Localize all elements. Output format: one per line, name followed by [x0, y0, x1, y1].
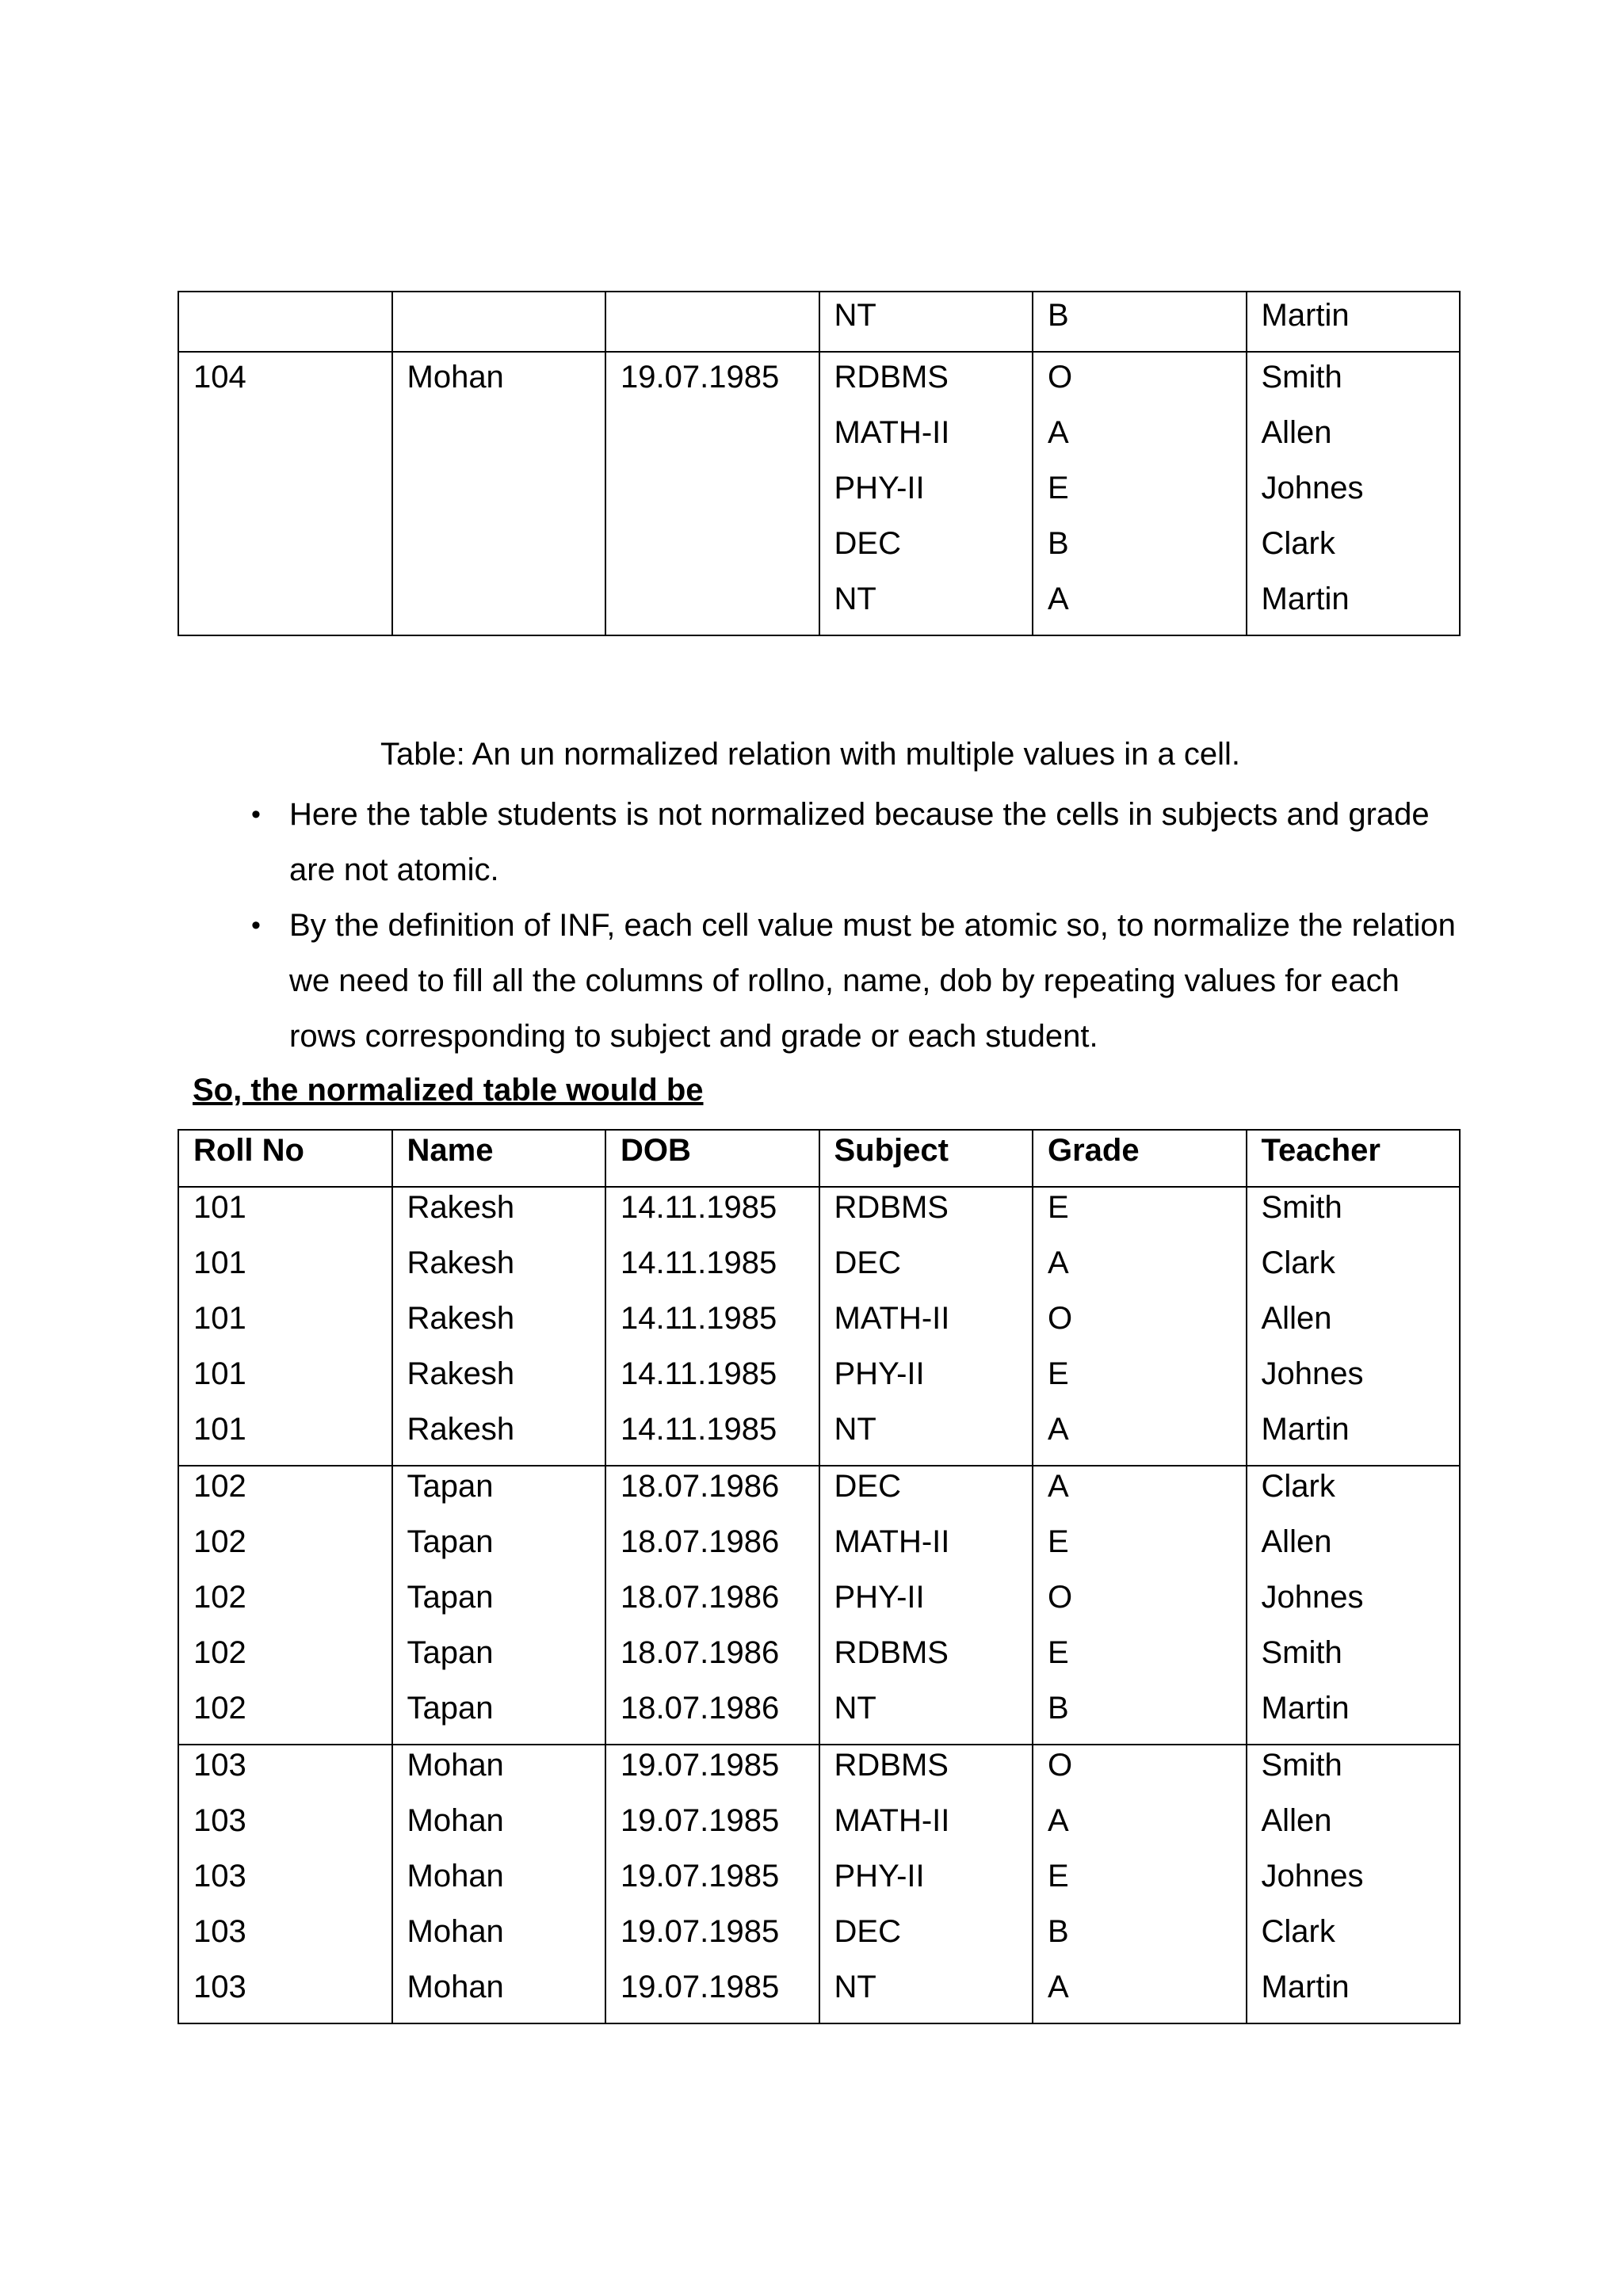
teacher-cell: Johnes — [1247, 1354, 1461, 1409]
roll-no-cell: 103 — [178, 1745, 392, 1801]
name-cell: Rakesh — [392, 1299, 606, 1354]
header-row — [178, 1130, 1460, 1187]
table-row — [178, 292, 1460, 352]
teachers-cell — [1247, 352, 1461, 635]
roll-no-cell: 102 — [178, 1577, 392, 1633]
header-grade: Grade — [1033, 1130, 1247, 1187]
header-name: Name — [392, 1130, 606, 1187]
teacher-cell: Martin — [1247, 1688, 1461, 1745]
table-row — [178, 1522, 1460, 1577]
dob-cell — [605, 352, 819, 635]
subject-value: DEC — [834, 526, 901, 561]
subjects-cell — [819, 352, 1033, 635]
roll-no-cell: 101 — [178, 1299, 392, 1354]
name-cell — [392, 292, 606, 352]
subject-value: MATH-II — [834, 415, 950, 450]
subject-value: RDBMS — [834, 360, 949, 395]
grade-cell: A — [1033, 1466, 1247, 1522]
dob-cell: 14.11.1985 — [605, 1243, 819, 1299]
roll-no-cell: 102 — [178, 1688, 392, 1745]
table-caption: Table: An un normalized relation with multiple values in a cell. — [380, 737, 1241, 772]
teacher-cell: Martin — [1247, 292, 1461, 352]
teacher-cell: Johnes — [1247, 1577, 1461, 1633]
name-cell: Rakesh — [392, 1187, 606, 1243]
subject-cell: MATH-II — [819, 1522, 1033, 1577]
grade-cell: E — [1033, 1354, 1247, 1409]
grade-cell: A — [1033, 1801, 1247, 1856]
dob-cell: 14.11.1985 — [605, 1187, 819, 1243]
grade-value: A — [1048, 582, 1069, 616]
subject-cell: RDBMS — [819, 1745, 1033, 1801]
dob-cell: 18.07.1986 — [605, 1688, 819, 1745]
name-cell: Tapan — [392, 1688, 606, 1745]
grade-cell: E — [1033, 1187, 1247, 1243]
dob-cell: 19.07.1985 — [605, 1801, 819, 1856]
subject-cell: DEC — [819, 1243, 1033, 1299]
table-row — [178, 1967, 1460, 2023]
grade-cell: O — [1033, 1299, 1247, 1354]
bullet-item — [251, 898, 1462, 1064]
roll-no-cell: 102 — [178, 1633, 392, 1688]
grade-value: E — [1048, 471, 1069, 505]
dob-cell: 18.07.1986 — [605, 1522, 819, 1577]
header-roll-no: Roll No — [178, 1130, 392, 1187]
teacher-cell: Martin — [1247, 1967, 1461, 2023]
grade-value: B — [1048, 526, 1069, 561]
roll-no-cell: 103 — [178, 1967, 392, 2023]
subject-cell: NT — [819, 1409, 1033, 1466]
dob-cell: 18.07.1986 — [605, 1633, 819, 1688]
name-cell: Rakesh — [392, 1409, 606, 1466]
teacher-cell: Smith — [1247, 1187, 1461, 1243]
grade-cell: B — [1033, 292, 1247, 352]
table-row — [178, 1745, 1460, 1801]
name-cell: Rakesh — [392, 1354, 606, 1409]
normalized-table-body — [178, 1187, 1460, 2023]
teacher-cell: Clark — [1247, 1243, 1461, 1299]
name-cell: Mohan — [392, 1912, 606, 1967]
teacher-cell: Clark — [1247, 1912, 1461, 1967]
name-cell: Mohan — [392, 1745, 606, 1801]
dob-cell: 14.11.1985 — [605, 1299, 819, 1354]
name-cell: Mohan — [392, 1967, 606, 2023]
table-row — [178, 1299, 1460, 1354]
dob-cell: 18.07.1986 — [605, 1577, 819, 1633]
header-subject: Subject — [819, 1130, 1033, 1187]
roll-no-cell: 101 — [178, 1354, 392, 1409]
grade-value: O — [1048, 360, 1073, 395]
header-teacher: Teacher — [1247, 1130, 1461, 1187]
dob-cell: 19.07.1985 — [605, 1745, 819, 1801]
header-dob: DOB — [605, 1130, 819, 1187]
table-row — [178, 1466, 1460, 1522]
subject-cell: NT — [819, 292, 1033, 352]
roll-no-cell: 102 — [178, 1522, 392, 1577]
grade-cell: O — [1033, 1745, 1247, 1801]
dob-cell: 19.07.1985 — [605, 1856, 819, 1912]
roll-no-cell — [178, 352, 392, 635]
subject-cell: MATH-II — [819, 1299, 1033, 1354]
roll-no-cell: 103 — [178, 1912, 392, 1967]
grade-value: A — [1048, 415, 1069, 450]
grade-cell: O — [1033, 1577, 1247, 1633]
name-cell: Tapan — [392, 1633, 606, 1688]
teacher-cell: Smith — [1247, 1745, 1461, 1801]
name-cell: Rakesh — [392, 1243, 606, 1299]
table-row — [178, 1856, 1460, 1912]
dob-cell: 19.07.1985 — [605, 1967, 819, 2023]
table-row — [178, 1243, 1460, 1299]
bullet-text: By the definition of INF, each cell value must be atomic so, to normalize the relation we need to fill all the columns of rollno, name, dob by repeating values for each rows corresponding to subject and grade or each student. — [289, 908, 1456, 1054]
subject-value: PHY-II — [834, 471, 925, 505]
bullet-dot: • — [251, 799, 261, 830]
teacher-cell: Allen — [1247, 1801, 1461, 1856]
subject-cell: PHY-II — [819, 1856, 1033, 1912]
section-subheading: So, the normalized table would be — [193, 1073, 704, 1108]
bullet-item — [251, 787, 1462, 898]
teacher-cell: Allen — [1247, 1522, 1461, 1577]
subject-cell: PHY-II — [819, 1354, 1033, 1409]
roll-no-cell — [178, 292, 392, 352]
grade-cell: E — [1033, 1633, 1247, 1688]
name-cell: Mohan — [392, 1801, 606, 1856]
dob-cell: 14.11.1985 — [605, 1354, 819, 1409]
subject-cell: RDBMS — [819, 1187, 1033, 1243]
teacher-cell: Smith — [1247, 1633, 1461, 1688]
roll-no-cell: 101 — [178, 1243, 392, 1299]
teacher-value: Allen — [1261, 415, 1332, 450]
grade-cell: A — [1033, 1409, 1247, 1466]
table-row — [178, 1354, 1460, 1409]
table-row — [178, 1688, 1460, 1745]
teacher-value: Martin — [1261, 582, 1350, 616]
table-row — [178, 1577, 1460, 1633]
name-cell: Mohan — [392, 1856, 606, 1912]
table-row — [178, 1187, 1460, 1243]
roll-no-cell: 101 — [178, 1409, 392, 1466]
table-row — [178, 1912, 1460, 1967]
name-cell: Tapan — [392, 1577, 606, 1633]
subject-cell: DEC — [819, 1466, 1033, 1522]
roll-no-cell: 103 — [178, 1801, 392, 1856]
grade-cell: E — [1033, 1522, 1247, 1577]
name-cell: Tapan — [392, 1522, 606, 1577]
name-cell — [392, 352, 606, 635]
name-value: Mohan — [407, 360, 504, 395]
dob-cell: 14.11.1985 — [605, 1409, 819, 1466]
teacher-cell: Martin — [1247, 1409, 1461, 1466]
roll-no-cell: 103 — [178, 1856, 392, 1912]
teacher-value: Johnes — [1261, 471, 1364, 505]
teacher-cell: Allen — [1247, 1299, 1461, 1354]
roll-no-cell: 101 — [178, 1187, 392, 1243]
normalized-table — [178, 1129, 1461, 2024]
dob-value: 19.07.1985 — [621, 360, 780, 395]
teacher-cell: Clark — [1247, 1466, 1461, 1522]
table-row — [178, 1801, 1460, 1856]
roll-no-cell: 102 — [178, 1466, 392, 1522]
grades-cell — [1033, 352, 1247, 635]
bullet-dot: • — [251, 910, 261, 940]
roll-no-value: 104 — [193, 360, 246, 395]
grade-cell: A — [1033, 1243, 1247, 1299]
name-cell: Tapan — [392, 1466, 606, 1522]
subject-cell: NT — [819, 1688, 1033, 1745]
subject-cell: NT — [819, 1967, 1033, 2023]
grade-cell: A — [1033, 1967, 1247, 2023]
subject-value: NT — [834, 582, 876, 616]
subject-cell: MATH-II — [819, 1801, 1033, 1856]
dob-cell: 19.07.1985 — [605, 1912, 819, 1967]
unnormalized-table-continued — [178, 291, 1461, 636]
grade-cell: B — [1033, 1688, 1247, 1745]
teacher-value: Smith — [1261, 360, 1342, 395]
subject-cell: RDBMS — [819, 1633, 1033, 1688]
dob-cell — [605, 292, 819, 352]
dob-cell: 18.07.1986 — [605, 1466, 819, 1522]
table-row — [178, 1409, 1460, 1466]
table-row — [178, 352, 1460, 635]
table-row — [178, 1633, 1460, 1688]
bullet-text: Here the table students is not normalized because the cells in subjects and grade are not atomic. — [289, 797, 1430, 887]
grade-cell: E — [1033, 1856, 1247, 1912]
grade-cell: B — [1033, 1912, 1247, 1967]
subject-cell: PHY-II — [819, 1577, 1033, 1633]
subject-cell: DEC — [819, 1912, 1033, 1967]
teacher-value: Clark — [1261, 526, 1335, 561]
teacher-cell: Johnes — [1247, 1856, 1461, 1912]
